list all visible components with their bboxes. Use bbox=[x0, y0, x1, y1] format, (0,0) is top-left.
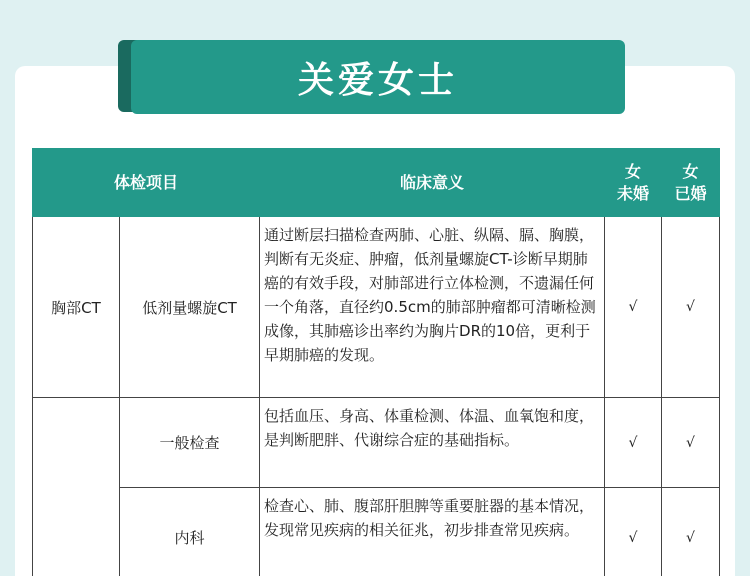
row-description: 检查心、肺、腹部肝胆脾等重要脏器的基本情况，发现常见疾病的相关征兆，初步排查常见疾病。 bbox=[260, 488, 605, 576]
check-unmarried: √ bbox=[605, 217, 662, 398]
header-female-married bbox=[662, 149, 720, 217]
page-title: 关爱女士 bbox=[297, 59, 458, 101]
exam-table bbox=[32, 148, 720, 576]
header-female-unmarried bbox=[605, 149, 662, 217]
check-unmarried: √ bbox=[605, 398, 662, 488]
check-married: √ bbox=[662, 488, 720, 576]
header-female-unmarried-label: 女 未婚 bbox=[617, 161, 650, 203]
title-banner bbox=[131, 40, 625, 114]
row-description: 通过断层扫描检查两肺、心脏、纵隔、膈、胸膜，判断有无炎症、肿瘤，低剂量螺旋CT-诊断早期肺癌的有效手段，对肺部进行立体检测，不遗漏任何一个角落，直径约0.5cm的肺部肿瘤都可清晰检测成像，其肺癌诊出率约为胸片DR的10倍，更利于早期肺癌的发现。 bbox=[260, 217, 605, 398]
table-header-row bbox=[33, 149, 720, 217]
row-category bbox=[33, 398, 120, 576]
table-row bbox=[33, 398, 720, 488]
table-row bbox=[33, 217, 720, 398]
row-category: 胸部CT bbox=[33, 217, 120, 398]
table-row bbox=[33, 488, 720, 576]
check-married: √ bbox=[662, 398, 720, 488]
row-description: 包括血压、身高、体重检测、体温、血氧饱和度，是判断肥胖、代谢综合症的基础指标。 bbox=[260, 398, 605, 488]
header-female-married-label: 女 已婚 bbox=[674, 161, 707, 203]
header-exam-item: 体检项目 bbox=[33, 149, 260, 217]
header-clinical-meaning: 临床意义 bbox=[260, 149, 605, 217]
row-item: 一般检查 bbox=[120, 398, 260, 488]
check-unmarried: √ bbox=[605, 488, 662, 576]
row-item: 低剂量螺旋CT bbox=[120, 217, 260, 398]
check-married: √ bbox=[662, 217, 720, 398]
row-item: 内科 bbox=[120, 488, 260, 576]
